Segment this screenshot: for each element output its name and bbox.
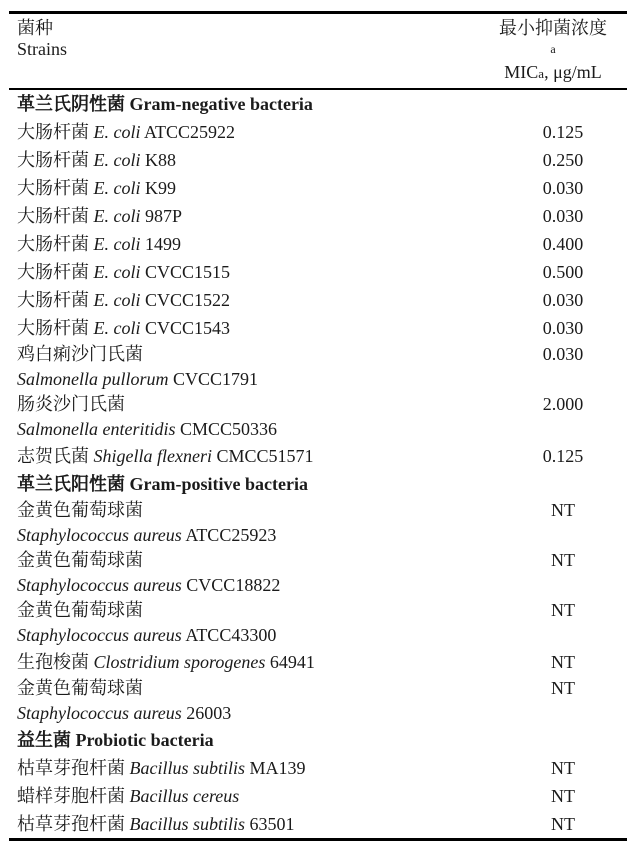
mic-cell <box>499 314 627 342</box>
mic-value: NT <box>551 500 575 520</box>
strain-latin: E. coli <box>93 122 141 142</box>
strain-cell <box>9 392 499 442</box>
strain-cn: 金黄色葡萄球菌 <box>17 500 143 520</box>
strain-cell <box>9 782 499 810</box>
mic-cell <box>499 392 627 442</box>
mic-header-unit: MICa, μg/mL <box>504 62 602 82</box>
strain-latin: Staphylococcus aureus <box>17 575 182 595</box>
strain-cell <box>9 754 499 782</box>
table-row <box>9 314 627 342</box>
strain-code: 1499 <box>145 234 181 254</box>
section-title-en: Probiotic bacteria <box>75 730 214 750</box>
table-row <box>9 754 627 782</box>
strain-code: MA139 <box>249 758 306 778</box>
strains-header-en: Strains <box>17 39 68 59</box>
table-row <box>9 598 627 648</box>
table-row <box>9 146 627 174</box>
strain-latin: E. coli <box>93 318 141 338</box>
strain-code: 987P <box>145 206 183 226</box>
table-row <box>9 392 627 442</box>
strain-cell <box>9 648 499 676</box>
mic-cell <box>499 146 627 174</box>
strain-cell <box>9 810 499 840</box>
strain-code: CVCC1543 <box>145 318 231 338</box>
strains-header-cell <box>9 13 499 90</box>
strain-latin: Shigella flexneri <box>93 446 212 466</box>
strain-cn: 大肠杆菌 <box>17 122 89 142</box>
section-title-en: Gram-negative bacteria <box>129 94 313 114</box>
strain-cn: 生孢梭菌 <box>17 652 89 672</box>
strain-code: CVCC18822 <box>186 575 281 595</box>
mic-cell <box>499 648 627 676</box>
strain-latin-line <box>17 523 499 548</box>
strain-cn: 大肠杆菌 <box>17 262 89 282</box>
table-row <box>9 810 627 840</box>
table-row <box>9 230 627 258</box>
strain-latin: E. coli <box>93 150 141 170</box>
section-title-cell <box>9 726 627 754</box>
mic-value: 0.250 <box>542 150 584 170</box>
table-row <box>9 286 627 314</box>
strain-cell <box>9 258 499 286</box>
mic-cell <box>499 754 627 782</box>
section-title-cn: 益生菌 <box>17 730 71 750</box>
strain-code: 26003 <box>186 703 232 723</box>
mic-value: 0.125 <box>542 122 584 142</box>
strains-header-cn: 菌种 <box>17 18 53 38</box>
strain-cn: 大肠杆菌 <box>17 234 89 254</box>
mic-value: 0.030 <box>542 178 584 198</box>
section-title-cell <box>9 470 627 498</box>
mic-cell <box>499 676 627 726</box>
table-row <box>9 342 627 392</box>
mic-cell <box>499 230 627 258</box>
strain-latin-line <box>17 701 499 726</box>
mic-value: NT <box>551 786 575 806</box>
table-row <box>9 174 627 202</box>
strain-code: CMCC50336 <box>179 419 278 439</box>
strain-latin-line <box>17 623 499 648</box>
strain-latin-line <box>17 573 499 598</box>
strain-latin: Bacillus subtilis <box>129 814 246 834</box>
section-title-cell <box>9 89 627 118</box>
mic-header-cell <box>499 13 627 90</box>
table-row <box>9 258 627 286</box>
mic-value: 0.030 <box>542 318 584 338</box>
mic-value: 0.400 <box>542 234 584 254</box>
strain-latin: E. coli <box>93 178 141 198</box>
strain-cell <box>9 286 499 314</box>
table-row <box>9 202 627 230</box>
strain-latin: Salmonella enteritidis <box>17 419 176 439</box>
mic-cell <box>499 598 627 648</box>
mic-table <box>9 11 627 841</box>
strain-cell <box>9 598 499 648</box>
mic-value: NT <box>551 600 575 620</box>
strain-latin: E. coli <box>93 290 141 310</box>
mic-cell <box>499 342 627 392</box>
strain-code: ATCC43300 <box>185 625 277 645</box>
strain-latin: E. coli <box>93 262 141 282</box>
header-row <box>9 13 627 90</box>
strain-code: CVCC1522 <box>145 290 231 310</box>
section-title-cn: 革兰氏阴性菌 <box>17 94 125 114</box>
mic-cell <box>499 810 627 840</box>
strain-cn: 志贺氏菌 <box>17 446 89 466</box>
mic-value: 2.000 <box>542 394 584 414</box>
strain-latin: E. coli <box>93 206 141 226</box>
table-row <box>9 548 627 598</box>
strain-cn: 大肠杆菌 <box>17 150 89 170</box>
strain-code: K99 <box>145 178 176 198</box>
strain-cn: 枯草芽孢杆菌 <box>17 814 125 834</box>
strain-latin-line <box>17 367 499 392</box>
mic-cell <box>499 258 627 286</box>
strain-latin: Bacillus subtilis <box>129 758 246 778</box>
strain-latin: Salmonella pullorum <box>17 369 169 389</box>
strain-latin: E. coli <box>93 234 141 254</box>
strain-cn: 枯草芽孢杆菌 <box>17 758 125 778</box>
strain-code: 63501 <box>249 814 295 834</box>
table-row <box>9 676 627 726</box>
mic-cell <box>499 118 627 146</box>
strain-cell <box>9 442 499 470</box>
section-title-cn: 革兰氏阳性菌 <box>17 474 125 494</box>
mic-value: 0.030 <box>542 344 584 364</box>
strain-cn: 金黄色葡萄球菌 <box>17 600 143 620</box>
section-row-gram-positive <box>9 470 627 498</box>
strain-latin: Staphylococcus aureus <box>17 703 182 723</box>
table-row <box>9 442 627 470</box>
strain-code: ATCC25922 <box>144 122 236 142</box>
strain-cell <box>9 498 499 548</box>
strain-cell <box>9 676 499 726</box>
strain-latin: Clostridium sporogenes <box>93 652 266 672</box>
table-row <box>9 648 627 676</box>
strain-latin: Staphylococcus aureus <box>17 625 182 645</box>
strain-code: 64941 <box>269 652 315 672</box>
strain-latin: Bacillus cereus <box>129 786 240 806</box>
strain-cn: 蜡样芽胞杆菌 <box>17 786 125 806</box>
table-header <box>9 13 627 90</box>
strain-cell <box>9 230 499 258</box>
mic-cell <box>499 286 627 314</box>
mic-value: 0.125 <box>542 446 584 466</box>
mic-cell <box>499 442 627 470</box>
table-row <box>9 782 627 810</box>
strain-cell <box>9 202 499 230</box>
mic-cell <box>499 498 627 548</box>
strain-cell <box>9 342 499 392</box>
mic-value: NT <box>551 652 575 672</box>
mic-value: 0.030 <box>542 206 584 226</box>
mic-value: 0.030 <box>542 290 584 310</box>
strain-cn: 大肠杆菌 <box>17 178 89 198</box>
strain-code: CVCC1515 <box>145 262 231 282</box>
mic-value: NT <box>551 550 575 570</box>
strain-cn: 金黄色葡萄球菌 <box>17 550 143 570</box>
strain-cell <box>9 118 499 146</box>
table-row <box>9 498 627 548</box>
section-row-probiotic <box>9 726 627 754</box>
strain-code: ATCC25923 <box>185 525 277 545</box>
mic-value: NT <box>551 814 575 834</box>
strain-cn: 肠炎沙门氏菌 <box>17 394 125 414</box>
mic-subscript: a <box>538 66 545 81</box>
mic-value: 0.500 <box>542 262 584 282</box>
footnote-marker: a <box>550 42 556 56</box>
strain-cn: 大肠杆菌 <box>17 206 89 226</box>
strain-latin-line <box>17 417 499 442</box>
strain-cn: 鸡白痢沙门氏菌 <box>17 344 143 364</box>
mic-value: NT <box>551 758 575 778</box>
strain-cn: 大肠杆菌 <box>17 290 89 310</box>
mic-value: NT <box>551 678 575 698</box>
strain-cell <box>9 314 499 342</box>
section-title-en: Gram-positive bacteria <box>129 474 308 494</box>
strain-cn: 大肠杆菌 <box>17 318 89 338</box>
section-row-gram-negative <box>9 89 627 118</box>
strain-code: CVCC1791 <box>173 369 259 389</box>
mic-cell <box>499 174 627 202</box>
strain-cell <box>9 548 499 598</box>
mic-cell <box>499 782 627 810</box>
strain-cell <box>9 146 499 174</box>
mic-cell <box>499 548 627 598</box>
strain-code: CMCC51571 <box>216 446 314 466</box>
strain-latin: Staphylococcus aureus <box>17 525 182 545</box>
table-row <box>9 118 627 146</box>
table-body <box>9 89 627 840</box>
mic-header-cn: 最小抑菌浓度 $^a$ <box>499 18 607 56</box>
mic-cell <box>499 202 627 230</box>
strain-code: K88 <box>145 150 176 170</box>
strain-cn: 金黄色葡萄球菌 <box>17 678 143 698</box>
strain-cell <box>9 174 499 202</box>
